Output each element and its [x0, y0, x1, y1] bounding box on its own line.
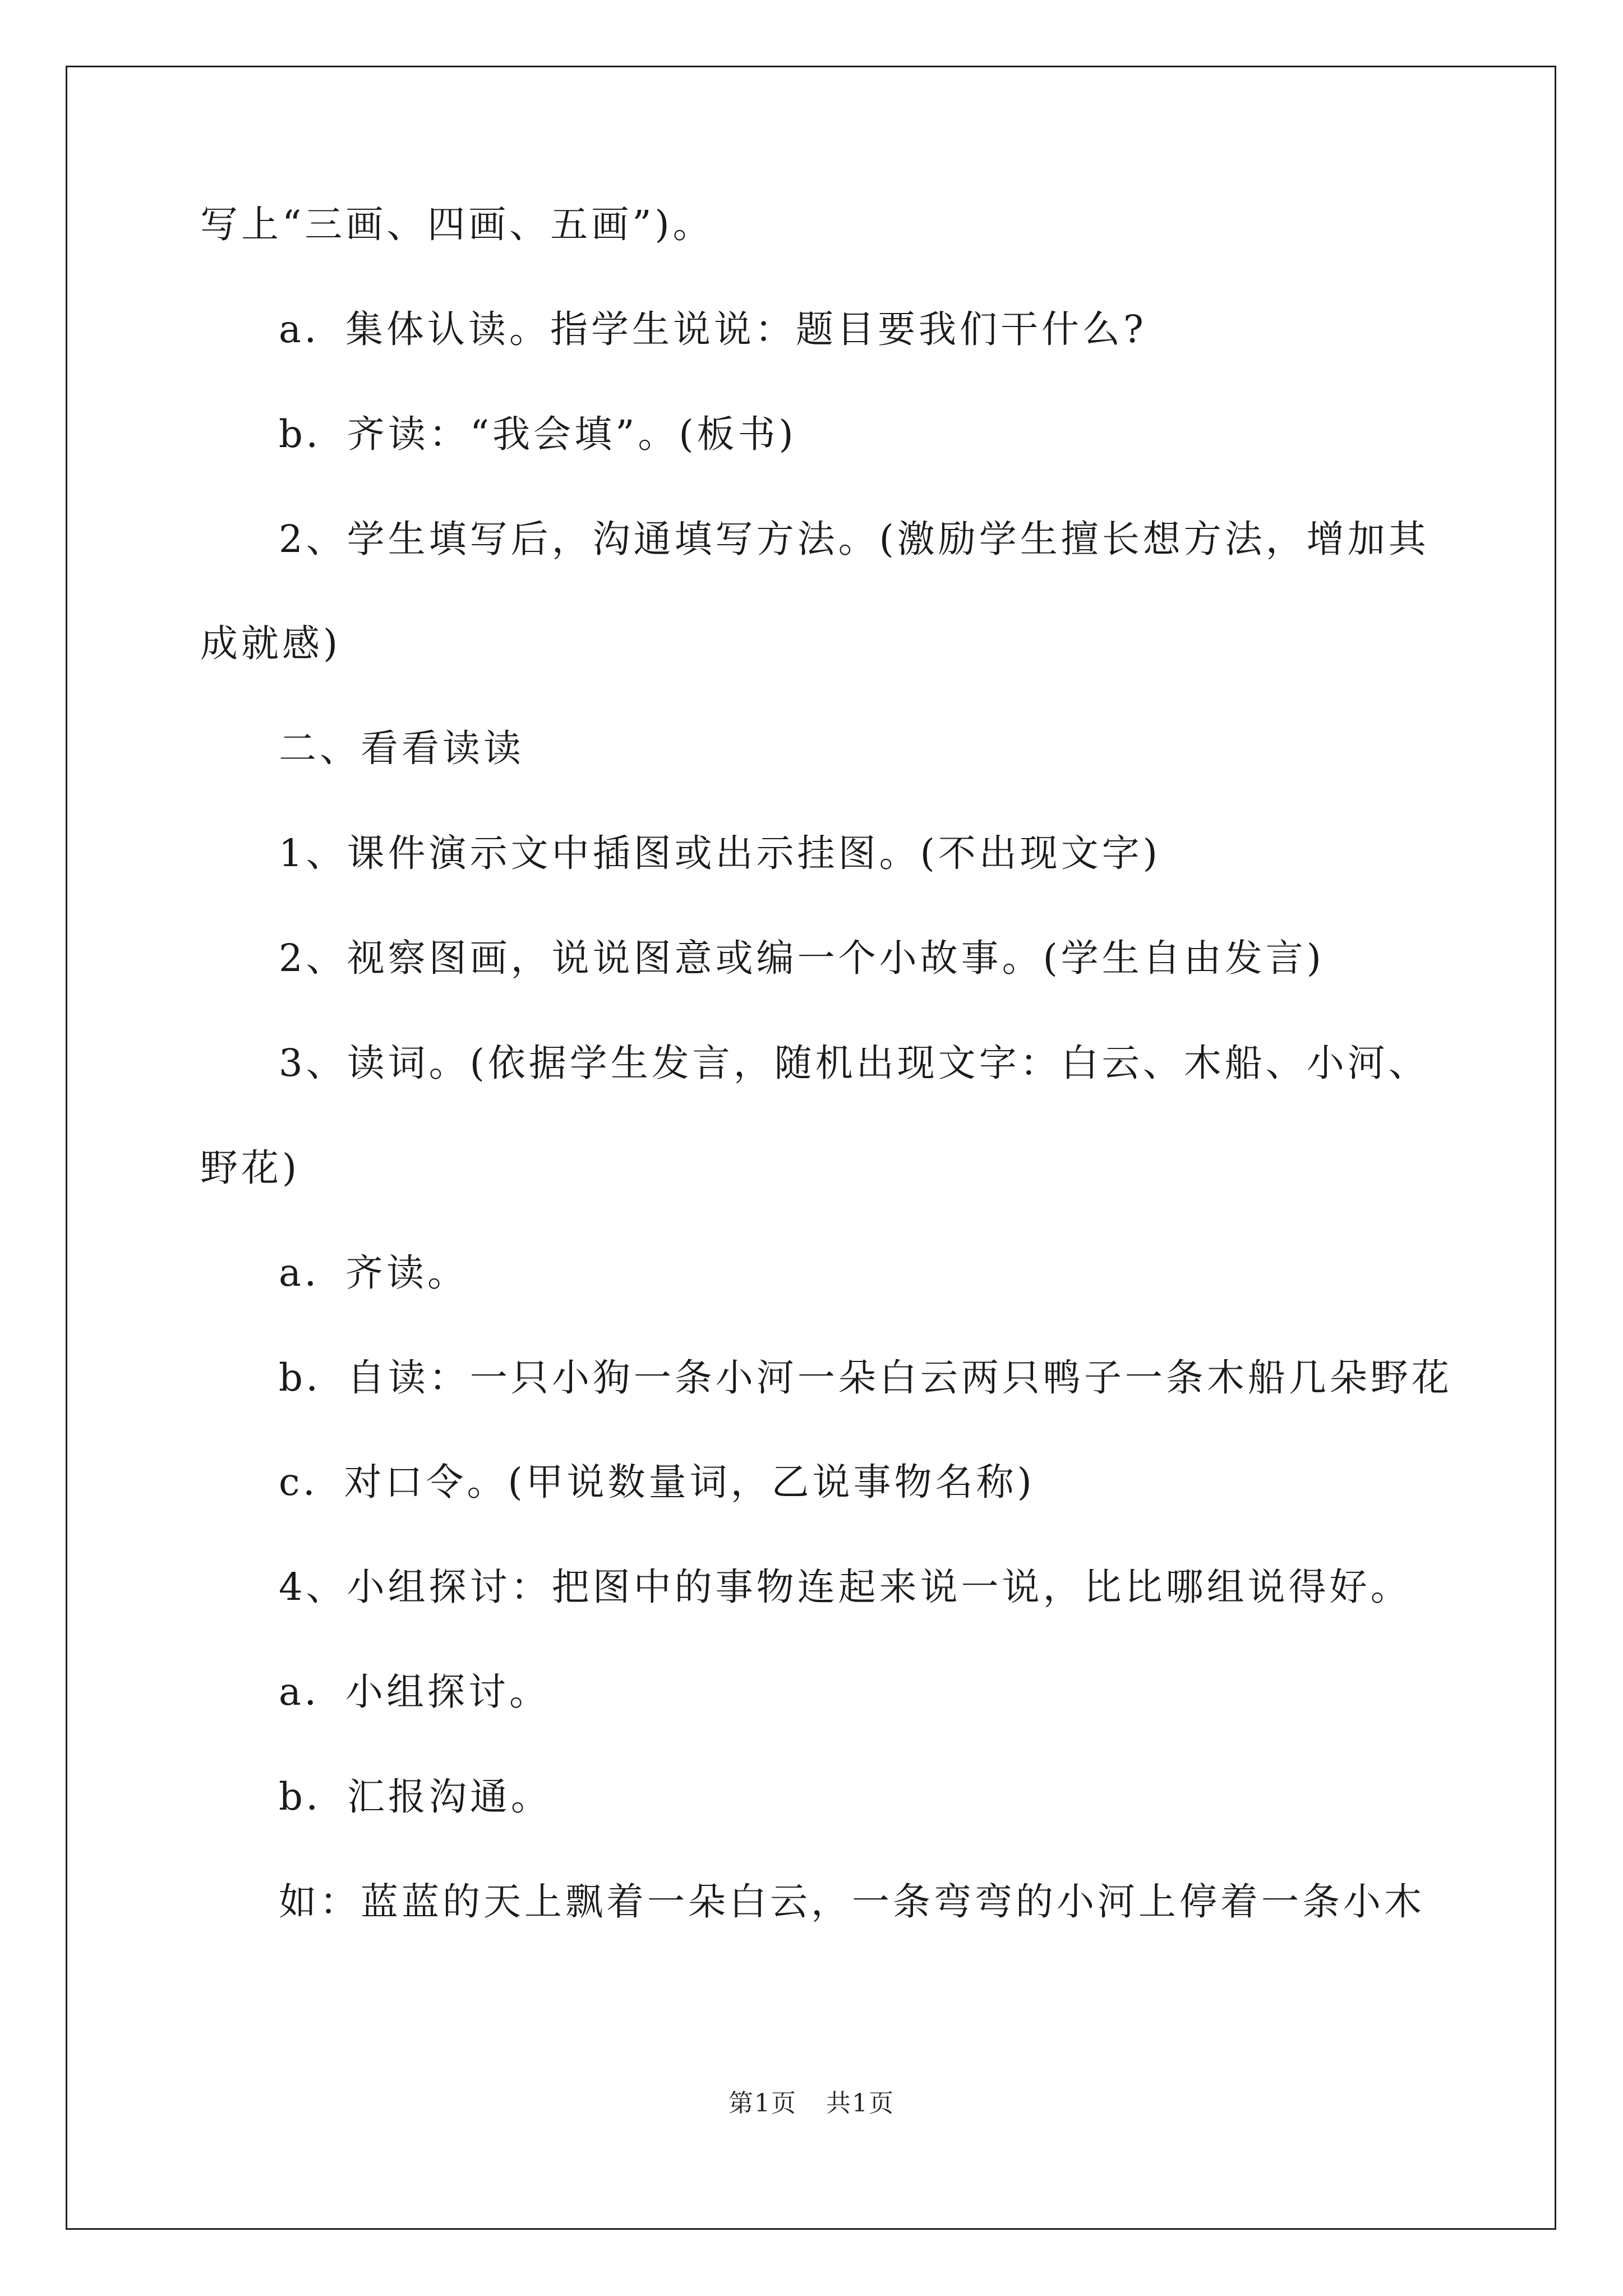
paragraph-10: c．对口令。(甲说数量词，乙说事物名称) [279, 1460, 1035, 1504]
paragraph-12: a．小组探讨。 [279, 1670, 550, 1714]
paragraph-11: 4、小组探讨：把图中的事物连起来说一说，比比哪组说得好。 [279, 1565, 1412, 1609]
paragraph-5: 1、课件演示文中插图或出示挂图。(不出现文字) [279, 831, 1161, 875]
paragraph-4-continued: 成就感) [200, 622, 342, 665]
paragraph-3: b．齐读：“我会填”。(板书) [279, 412, 797, 456]
paragraph-2: a．集体认读。指学生说说：题目要我们干什么? [279, 307, 1147, 351]
section-heading: 二、看看读读 [279, 726, 524, 770]
paragraph-13: b．汇报沟通。 [279, 1775, 552, 1819]
paragraph-9: b．自读：一只小狗一条小河一朵白云两只鸭子一条木船几朵野花 [279, 1356, 1453, 1400]
paragraph-7-continued: 野花) [200, 1146, 301, 1190]
paragraph-14: 如：蓝蓝的天上飘着一朵白云，一条弯弯的小河上停着一条小木 [279, 1880, 1425, 1924]
paragraph-1: 写上“三画、四画、五画”)。 [200, 203, 714, 246]
paragraph-4: 2、学生填写后，沟通填写方法。(激励学生擅长想方法，增加其 [279, 517, 1430, 561]
page-number-total: 共1页 [826, 2089, 895, 2118]
page-number-current: 第1页 [728, 2089, 797, 2118]
paragraph-8: a．齐读。 [279, 1251, 468, 1295]
paragraph-7: 3、读词。(依据学生发言，随机出现文字：白云、木船、小河、 [279, 1041, 1430, 1085]
paragraph-6: 2、视察图画，说说图意或编一个小故事。(学生自由发言) [279, 936, 1325, 980]
page-footer [0, 2088, 1623, 2119]
